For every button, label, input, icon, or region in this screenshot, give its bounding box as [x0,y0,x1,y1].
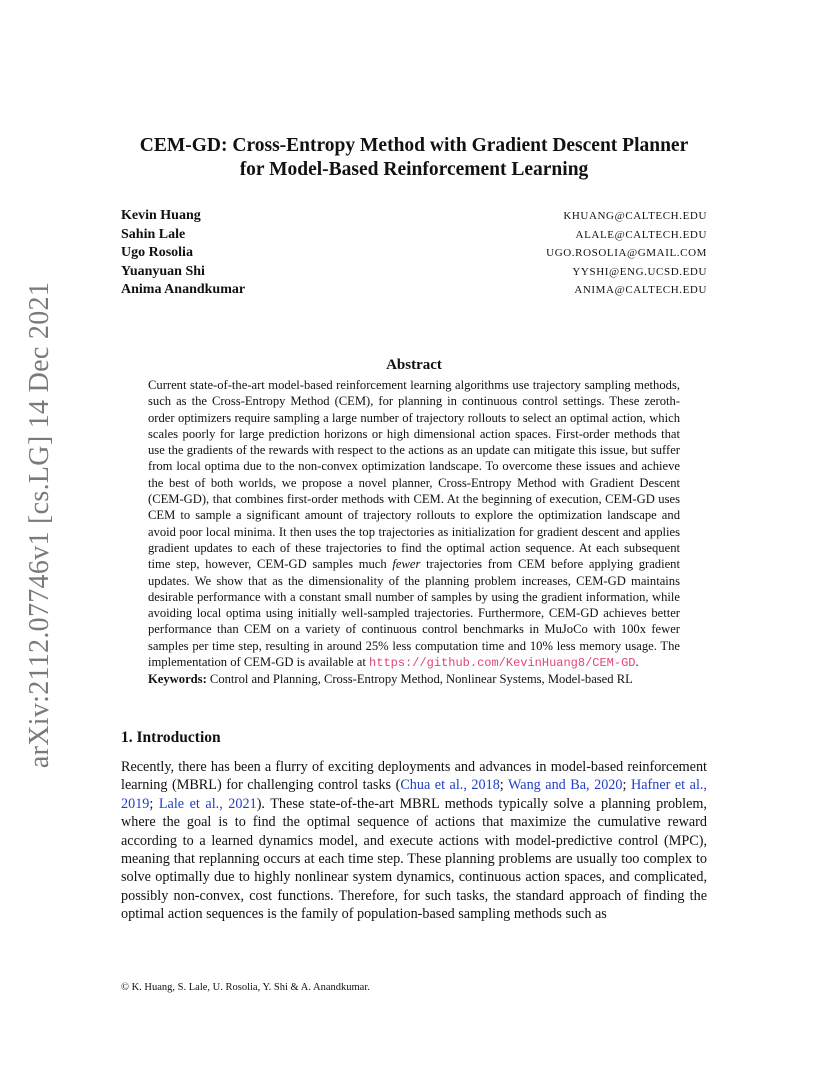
citation-link[interactable]: Chua et al., 2018 [400,777,500,794]
copyright-footer: © K. Huang, S. Lale, U. Rosolia, Y. Shi & A. Anandkumar. [121,982,370,993]
body-text: ; [622,777,631,794]
author-name: Ugo Rosolia [121,245,193,260]
author-email[interactable]: ANIMA@CALTECH.EDU [574,284,707,296]
keywords-label: Keywords: [148,672,207,687]
introduction-body [121,758,707,924]
body-text: ). These state-of-the-art MBRL methods typically solve a planning problem, where the goal is to find the optimal sequence of actions that maximize the cumulative reward according to a learned dynamics model, and execute actions with model-predictive control (MPC), meaning that replanning occurs at each time step. These planning problems are usually too complex to solve optimally due to highly nonlinear system dynamics, continuous action spaces, and complicated, possibly non-convex, cost functions. Therefore, for such tasks, the standard approach of finding the optimal action sequences is the family of population-based sampling methods such as [121,795,707,923]
author-row [121,227,707,246]
author-name: Kevin Huang [121,208,201,223]
author-row [121,282,707,301]
arxiv-stamp [20,281,60,769]
abstract-text: trajectories from CEM before applying gradient updates. We show that as the dimensionality of the planning problem increases, CEM-GD maintains desirable performance with a constant small number of samples by using the gradient information, while avoiding local optima using initially well-sampled trajectories. Furthermore, CEM-GD achieves better performance than CEM on a variety of continuous control benchmarks in MuJoCo with 100x fewer samples per time step, resulting in around 25% less computation time and 10% less memory usage. The implementation of CEM-GD is available at [148,557,680,670]
code-url-link[interactable]: https://github.com/KevinHuang8/CEM-GD [369,656,636,671]
citation-link[interactable]: Wang and Ba, 2020 [508,777,623,794]
title-line-2: for Model-Based Reinforcement Learning [239,159,589,180]
body-text: ; [499,777,509,794]
author-email[interactable]: KHUANG@CALTECH.EDU [563,210,707,222]
abstract-heading: Abstract [386,357,442,373]
abstract-text: Current state-of-the-art model-based reinforcement learning algorithms use trajectory sampling methods, such as the Cross-Entropy Method (CEM), for planning in continuous control settings. These zeroth-order optimizers require sampling a large number of trajectory rollouts to select an optimal action, which scales poorly for large prediction horizons or high dimensional action spaces. First-order methods that use the gradients of the rewards with respect to the actions as an update can mitigate this issue, but suffer from local optima due to the non-convex optimization landscape. To overcome these issues and achieve the best of both worlds, we propose a novel planner, Cross-Entropy Method with Gradient Descent (CEM-GD), that combines first-order methods with CEM. At the beginning of execution, CEM-GD uses CEM to sample a significant amount of trajectory rollouts to explore the optimization landscape and avoid poor local minima. It then uses the top trajectories as initialization for gradient descent and applies gradient updates to each of these trajectories to find the optimal action sequence. At each subsequent time step, however, CEM-GD samples much [148,378,680,572]
author-row [121,245,707,264]
author-block [121,208,707,301]
author-row [121,264,707,283]
arxiv-identifier[interactable]: arXiv:2112.07746v1 [cs.LG] 14 Dec 2021 [24,281,56,769]
author-email[interactable]: YYSHI@ENG.UCSD.EDU [572,265,707,278]
abstract-body [148,377,680,688]
author-email[interactable]: UGO.ROSOLIA@GMAIL.COM [546,247,707,259]
body-text: ; [149,795,159,812]
author-email[interactable]: ALALE@CALTECH.EDU [575,228,707,241]
citation-link[interactable]: Lale et al., 2021 [158,795,257,812]
paper-title [120,134,708,182]
abstract-emphasis: fewer [392,557,421,572]
author-row [121,208,707,227]
introduction-paragraph [121,758,707,924]
section-heading-introduction: 1. Introduction [121,729,221,746]
title-line-1: CEM-GD: Cross-Entropy Method with Gradient Descent Planner [139,135,689,156]
abstract-paragraph [148,377,680,671]
abstract-text: . [635,655,639,670]
author-name: Yuanyuan Shi [121,263,205,279]
body-text: Recently, there has been a flurry of exciting deployments and advances in model-based reinforcement learning (MBRL) for challenging control tasks ( [121,759,707,794]
citation-link[interactable]: Hafner et al., 2019 [121,777,707,812]
keywords-text: Control and Planning, Cross-Entropy Method, Nonlinear Systems, Model-based RL [206,672,633,687]
author-name: Anima Anandkumar [121,282,246,297]
author-name: Sahin Lale [121,226,186,242]
keywords-line [148,671,680,687]
